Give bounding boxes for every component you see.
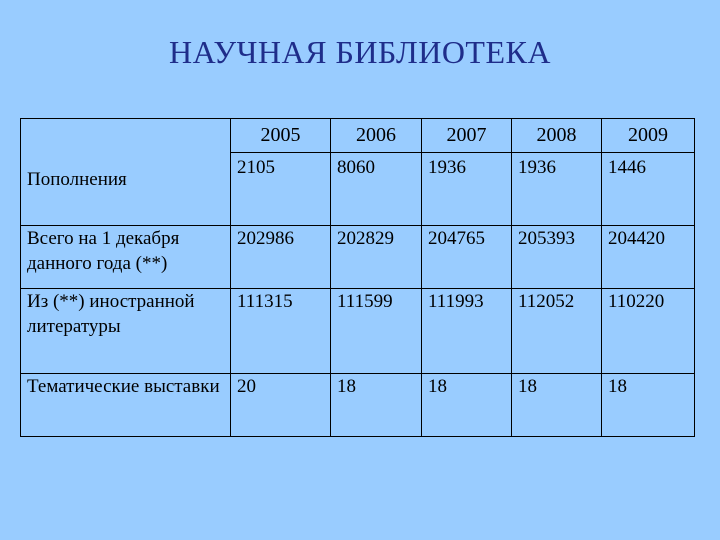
table-cell: 2105: [231, 153, 331, 226]
table-row-acquisitions: [21, 153, 695, 226]
row-label: Всего на 1 декабря данного года (**): [21, 225, 231, 288]
table-cell: 18: [422, 373, 512, 436]
year-header-cell: 2009: [602, 119, 695, 153]
library-stats-table: [20, 118, 695, 437]
table-cell: 202986: [231, 225, 331, 288]
table-cell: 205393: [512, 225, 602, 288]
table-cell: 8060: [331, 153, 422, 226]
table-cell: 1936: [422, 153, 512, 226]
table-cell: 202829: [331, 225, 422, 288]
table-cell: 204765: [422, 225, 512, 288]
header-corner-cell: [21, 119, 231, 153]
row-label: Тематические выставки: [21, 373, 231, 436]
table-cell: 112052: [512, 288, 602, 373]
table-cell: 18: [512, 373, 602, 436]
row-label: Пополнения: [21, 153, 231, 226]
table-cell: 110220: [602, 288, 695, 373]
table-cell: 111599: [331, 288, 422, 373]
year-header-cell: 2006: [331, 119, 422, 153]
table-row-total: [21, 225, 695, 288]
table-cell: 204420: [602, 225, 695, 288]
table-cell: 1936: [512, 153, 602, 226]
table-cell: 1446: [602, 153, 695, 226]
table-cell: 111315: [231, 288, 331, 373]
table-cell: 20: [231, 373, 331, 436]
year-header-cell: 2005: [231, 119, 331, 153]
year-header-cell: 2008: [512, 119, 602, 153]
table-cell: 111993: [422, 288, 512, 373]
table-row-exhibitions: [21, 373, 695, 436]
table-cell: 18: [331, 373, 422, 436]
page-title: НАУЧНАЯ БИБЛИОТЕКА: [169, 34, 551, 70]
year-header-row: [21, 119, 695, 153]
year-header-cell: 2007: [422, 119, 512, 153]
table-row-foreign: [21, 288, 695, 373]
table-cell: 18: [602, 373, 695, 436]
row-label: Из (**) иностранной литературы: [21, 288, 231, 373]
